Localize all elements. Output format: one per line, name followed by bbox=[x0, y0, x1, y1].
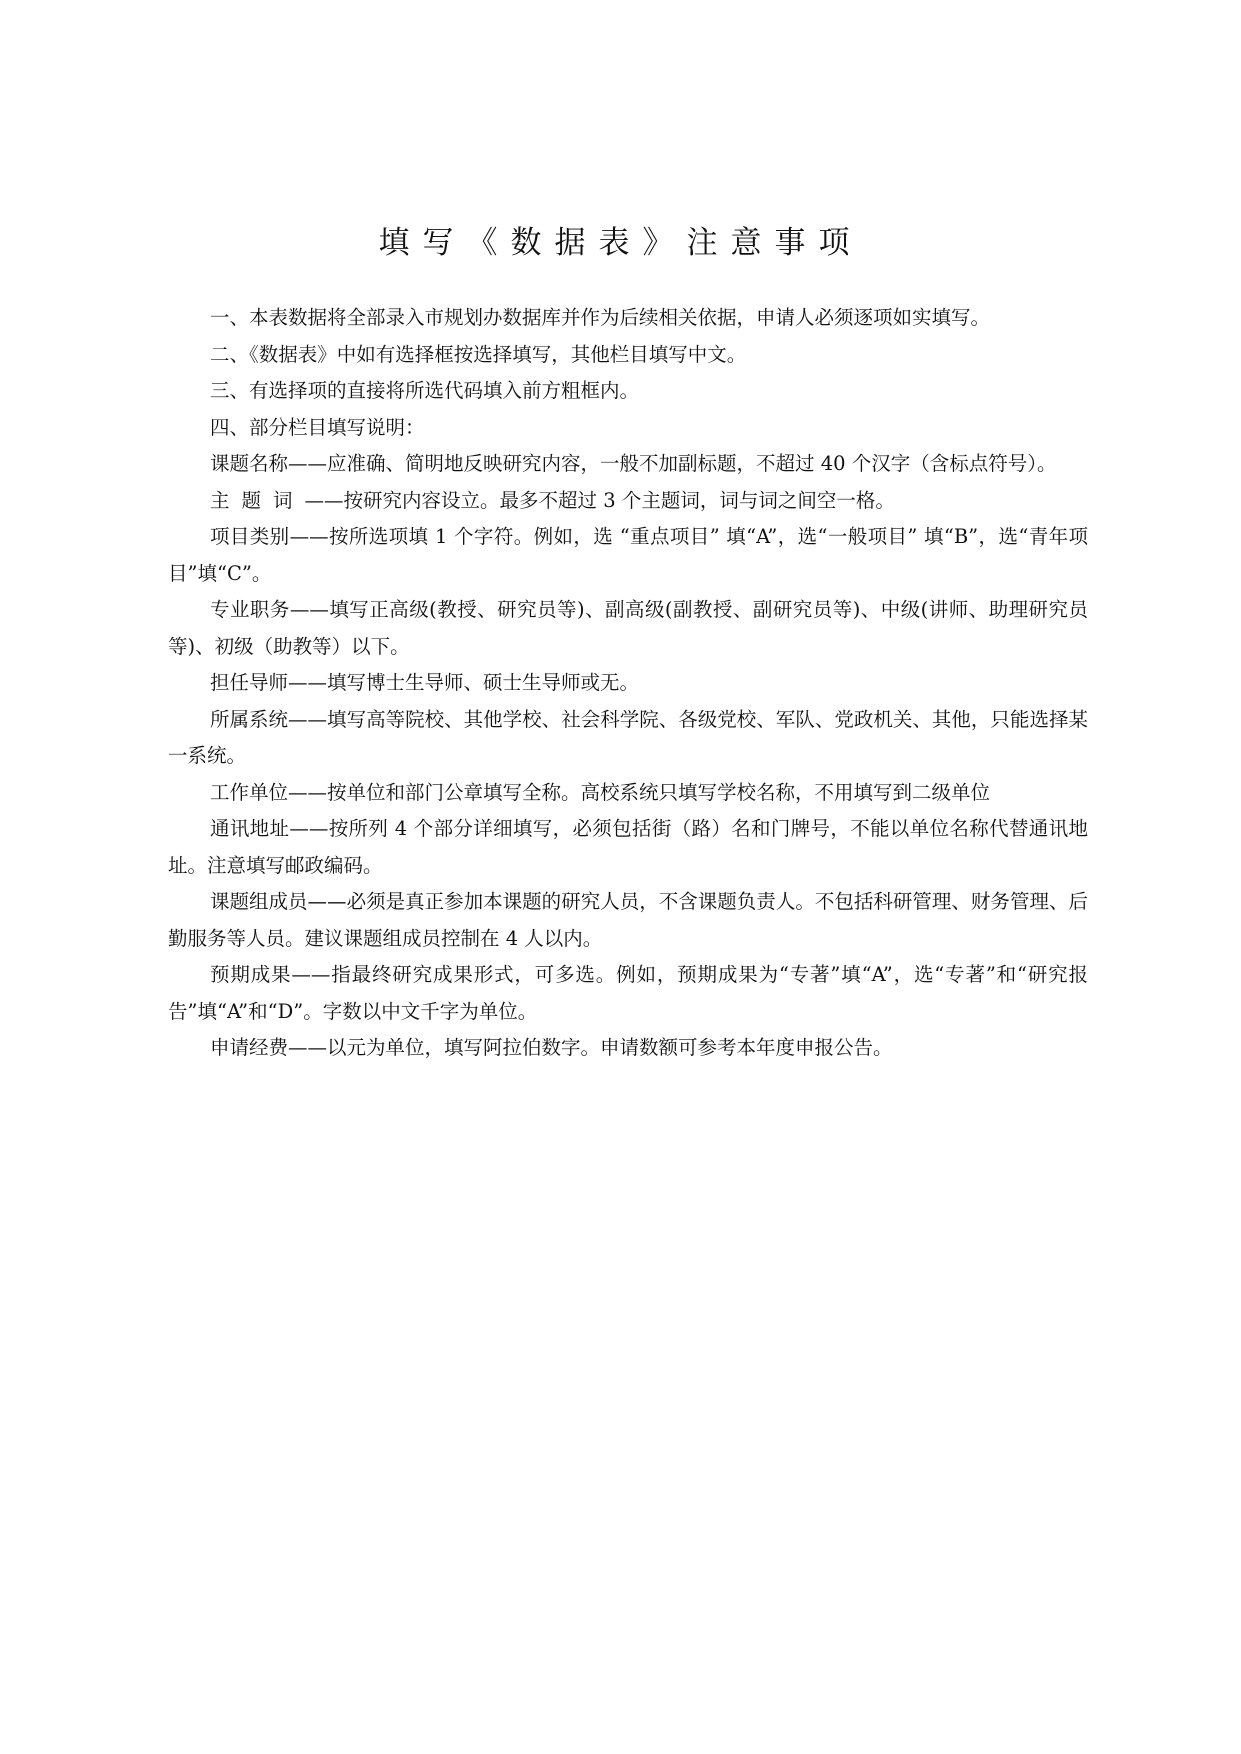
item-work-unit bbox=[168, 775, 1088, 812]
item-term: 项目类别 bbox=[210, 525, 290, 548]
item-desc: ——填写高等院校、其他学校、社会科学院、各级党校、军队、党政机关、其他，只能选择某一系统。 bbox=[168, 707, 1088, 767]
item-term: 主题词 bbox=[210, 488, 305, 512]
item-funding bbox=[168, 1030, 1088, 1067]
item-supervisor bbox=[168, 665, 1088, 702]
item-project-category bbox=[168, 519, 1088, 592]
item-desc: ——按研究内容设立。最多不超过 3 个主题词，词与词之间空一格。 bbox=[304, 488, 895, 512]
item-desc: ——按所选项填 1 个字符。例如，选 “重点项目” 填“A”，选“一般项目” 填“B”，选“青年项目”填“C”。 bbox=[168, 525, 1088, 585]
item-team-members bbox=[168, 884, 1088, 957]
item-term: 专业职务 bbox=[210, 598, 290, 621]
item-topic-name bbox=[168, 446, 1088, 483]
item-desc: ——以元为单位，填写阿拉伯数字。申请数额可参考本年度申报公告。 bbox=[288, 1036, 893, 1059]
item-keywords bbox=[168, 483, 1088, 520]
item-desc: ——按单位和部门公章填写全称。高校系统只填写学校名称，不用填写到二级单位 bbox=[288, 780, 991, 804]
item-desc: ——填写博士生导师、硕士生导师或无。 bbox=[288, 671, 640, 694]
item-term: 担任导师 bbox=[210, 671, 289, 694]
item-desc: ——指最终研究成果形式，可多选。例如，预期成果为“专著”填“A”，选“专著”和“研究报告”填“A”和“D”。字数以中文千字为单位。 bbox=[168, 963, 1088, 1023]
note-1: 一、本表数据将全部录入市规划办数据库并作为后续相关依据，申请人必须逐项如实填写。 bbox=[210, 306, 991, 329]
item-term: 工作单位 bbox=[210, 780, 289, 804]
item-desc: ——按所列 4 个部分详细填写，必须包括街（路）名和门牌号，不能以单位名称代替通讯地址。注意填写邮政编码。 bbox=[168, 817, 1088, 877]
item-system bbox=[168, 702, 1088, 775]
item-term: 课题名称 bbox=[210, 452, 289, 475]
notes-body bbox=[168, 300, 1088, 1067]
item-professional-title bbox=[168, 592, 1088, 665]
item-term: 预期成果 bbox=[210, 963, 292, 986]
item-term: 通讯地址 bbox=[210, 817, 290, 840]
item-term: 所属系统 bbox=[210, 707, 289, 731]
note-4: 四、部分栏目填写说明： bbox=[210, 415, 425, 439]
item-desc: ——填写正高级(教授、研究员等)、副高级(副教授、副研究员等)、中级(讲师、助理研究员等)、初级（助教等）以下。 bbox=[168, 598, 1088, 658]
note-2: 二、《数据表》中如有选择框按选择填写，其他栏目填写中文。 bbox=[210, 342, 747, 366]
item-expected-results bbox=[168, 957, 1088, 1030]
item-desc: 必须是真正参加本课题的研究人员，不含课题负责人。不包括科研管理、财务管理、后勤服务等人员。建议课题组成员控制在 4 人以内。 bbox=[168, 890, 1088, 950]
item-desc: ——应准确、简明地反映研究内容，一般不加副标题，不超过 40 个汉字（含标点符号）。 bbox=[288, 452, 1057, 475]
item-address bbox=[168, 811, 1088, 884]
page-title: 填写《数据表》注意事项 bbox=[378, 225, 863, 261]
item-term: 课题组成员—— bbox=[210, 890, 347, 913]
item-term: 申请经费 bbox=[210, 1036, 289, 1059]
note-3: 三、有选择项的直接将所选代码填入前方粗框内。 bbox=[210, 379, 640, 402]
